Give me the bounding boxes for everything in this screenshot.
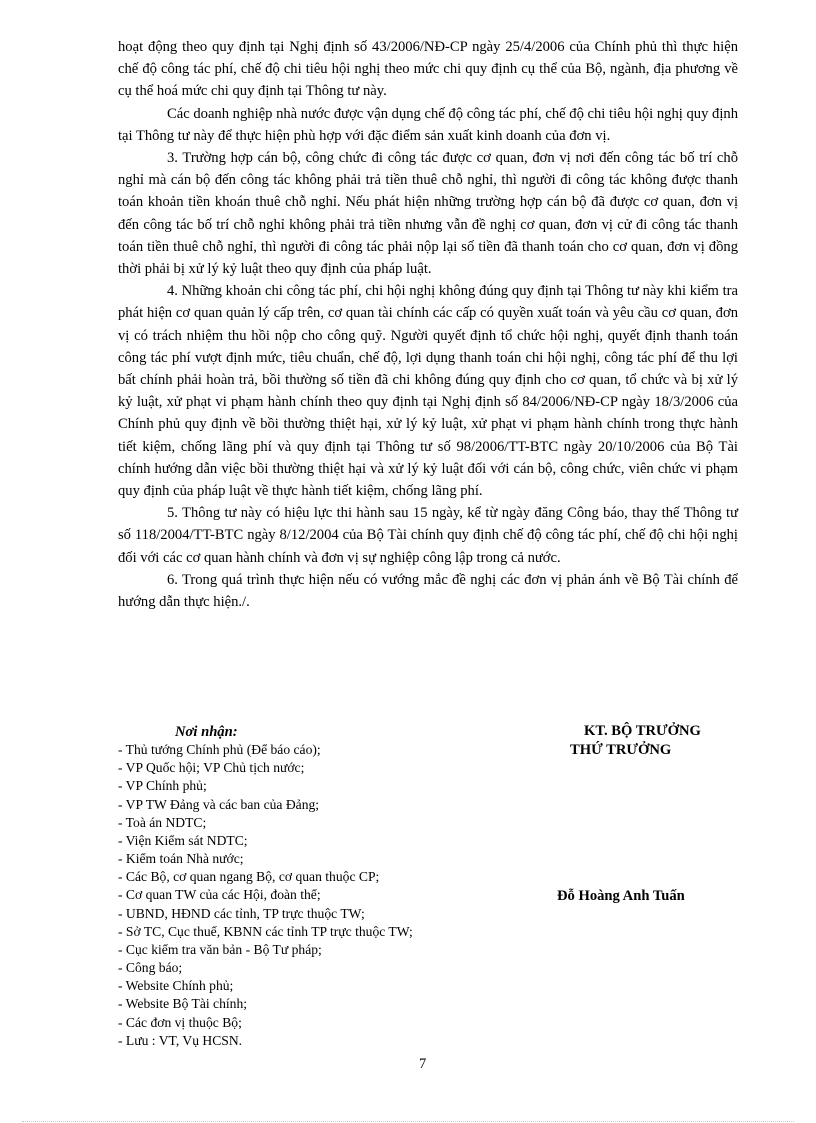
recipient-item: - Các Bộ, cơ quan ngang Bộ, cơ quan thuộc CP; — [118, 869, 380, 885]
recipient-item: - Lưu : VT, Vụ HCSN. — [118, 1032, 243, 1048]
signer-name: Đỗ Hoàng Anh Tuấn — [557, 888, 685, 904]
page-bottom-divider — [22, 1121, 794, 1122]
signature-title-deputy: THỨ TRƯỞNG — [570, 742, 672, 758]
signature-title-minister: KT. BỘ TRƯỞNG — [584, 723, 701, 739]
recipient-item: - Thủ tướng Chính phủ (Để báo cáo); — [118, 742, 321, 758]
recipient-item: - VP Chính phủ; — [118, 778, 207, 794]
recipients-block — [118, 723, 538, 1050]
recipient-item: - Cục kiểm tra văn bản - Bộ Tư pháp; — [118, 941, 322, 957]
recipient-item: - Công báo; — [118, 960, 183, 976]
recipient-item: - Cơ quan TW của các Hội, đoàn thể; — [118, 887, 321, 903]
recipients-title: Nơi nhận: — [175, 724, 238, 740]
recipient-item: - UBND, HĐND các tỉnh, TP trực thuộc TW; — [118, 905, 365, 921]
paragraph-continuation: hoạt động theo quy định tại Nghị định số 43/2006/NĐ-CP ngày 25/4/2006 của Chính phủ thì thực hiện chế độ công tác phí, chế độ chi tiêu hội nghị theo mức chi quy định cụ thể của Bộ, ngành, địa phương về cụ thể hoá mức chi quy định tại Thông tư này. — [118, 39, 738, 100]
body-text — [118, 36, 738, 613]
paragraph-enterprises: Các doanh nghiệp nhà nước được vận dụng chế độ công tác phí, chế độ chi tiêu hội nghị quy định tại Thông tư này để thực hiện phù hợp với đặc điểm sản xuất kinh doanh của đơn vị. — [118, 105, 738, 144]
paragraph-item-5: 5. Thông tư này có hiệu lực thi hành sau 15 ngày, kể từ ngày đăng Công báo, thay thế Thông tư số 118/2004/TT-BTC ngày 8/12/2004 của Bộ Tài chính quy định chế độ công tác phí, chế độ chi hội nghị đối với các cơ quan hành chính và đơn vị sự nghiệp công lập trong cả nước. — [118, 505, 738, 566]
recipient-item: - Kiểm toán Nhà nước; — [118, 851, 244, 867]
recipient-item: - Các đơn vị thuộc Bộ; — [118, 1014, 242, 1030]
recipient-item: - Website Bộ Tài chính; — [118, 996, 248, 1012]
recipient-item: - VP Quốc hội; VP Chủ tịch nước; — [118, 760, 305, 776]
recipient-item: - Sở TC, Cục thuế, KBNN các tỉnh TP trực thuộc TW; — [118, 923, 413, 939]
recipient-item: - Website Chính phủ; — [118, 978, 234, 994]
paragraph-item-4: 4. Những khoản chi công tác phí, chi hội nghị không đúng quy định tại Thông tư này khi kiểm tra phát hiện cơ quan quản lý cấp trên, cơ quan tài chính các cấp có quyền xuất toán và yêu cầu cơ quan, đơn vị có trách nhiệm thu hồi nộp cho công quỹ. Người quyết định tổ chức hội nghị, quyết định thanh toán công tác phí vượt định mức, tiêu chuẩn, chế độ, lợi dụng thanh toán chi hội nghị, công tác phí để thu lợi bất chính phải hoàn trả, bồi thường số tiền đã chi không đúng quy định cho cơ quan, tổ chức và bị xử lý kỷ luật, xử phạt vi phạm hành chính theo quy định tại Nghị định số 84/2006/NĐ-CP ngày 18/3/2006 của Chính phủ quy định về bồi thường thiệt hại, xử lý kỷ luật, xử phạt vi phạm hành chính trong thực hành tiết kiệm, chống lãng phí và quy định tại Thông tư số 98/2006/TT-BTC ngày 20/10/2006 của Bộ Tài chính hướng dẫn việc bồi thường thiệt hại và xử lý kỷ luật đối với cán bộ, công chức, viên chức vi phạm quy định của pháp luật về thực hành tiết kiệm, chống lãng phí. — [118, 283, 738, 500]
paragraph-item-3: 3. Trường hợp cán bộ, công chức đi công tác được cơ quan, đơn vị nơi đến công tác bố trí chỗ nghỉ mà cán bộ đến công tác không phải trả tiền thuê chỗ nghỉ, thì người đi công tác không được thanh toán khoản tiền khoán thuê chỗ nghỉ. Nếu phát hiện những trường hợp cán bộ đã được cơ quan, đơn vị đến công tác bố trí chỗ nghỉ không phải trả tiền nhưng vẫn đề nghị cơ quan, đơn vị cử đi công tác thanh toán tiền thuê chỗ nghỉ, thì người đi công tác phải nộp lại số tiền đã thanh toán cho cơ quan, đơn vị đồng thời phải bị xử lý kỷ luật theo quy định của pháp luật. — [118, 150, 738, 278]
page-number: 7 — [419, 1056, 427, 1072]
recipient-item: - Viện Kiểm sát NDTC; — [118, 832, 248, 848]
paragraph-item-6: 6. Trong quá trình thực hiện nếu có vướng mắc đề nghị các đơn vị phản ánh về Bộ Tài chính để hướng dẫn thực hiện./. — [118, 571, 738, 611]
recipient-item: - VP TW Đảng và các ban của Đảng; — [118, 796, 320, 812]
recipient-item: - Toà án NDTC; — [118, 814, 207, 830]
recipients-list — [118, 741, 538, 1050]
